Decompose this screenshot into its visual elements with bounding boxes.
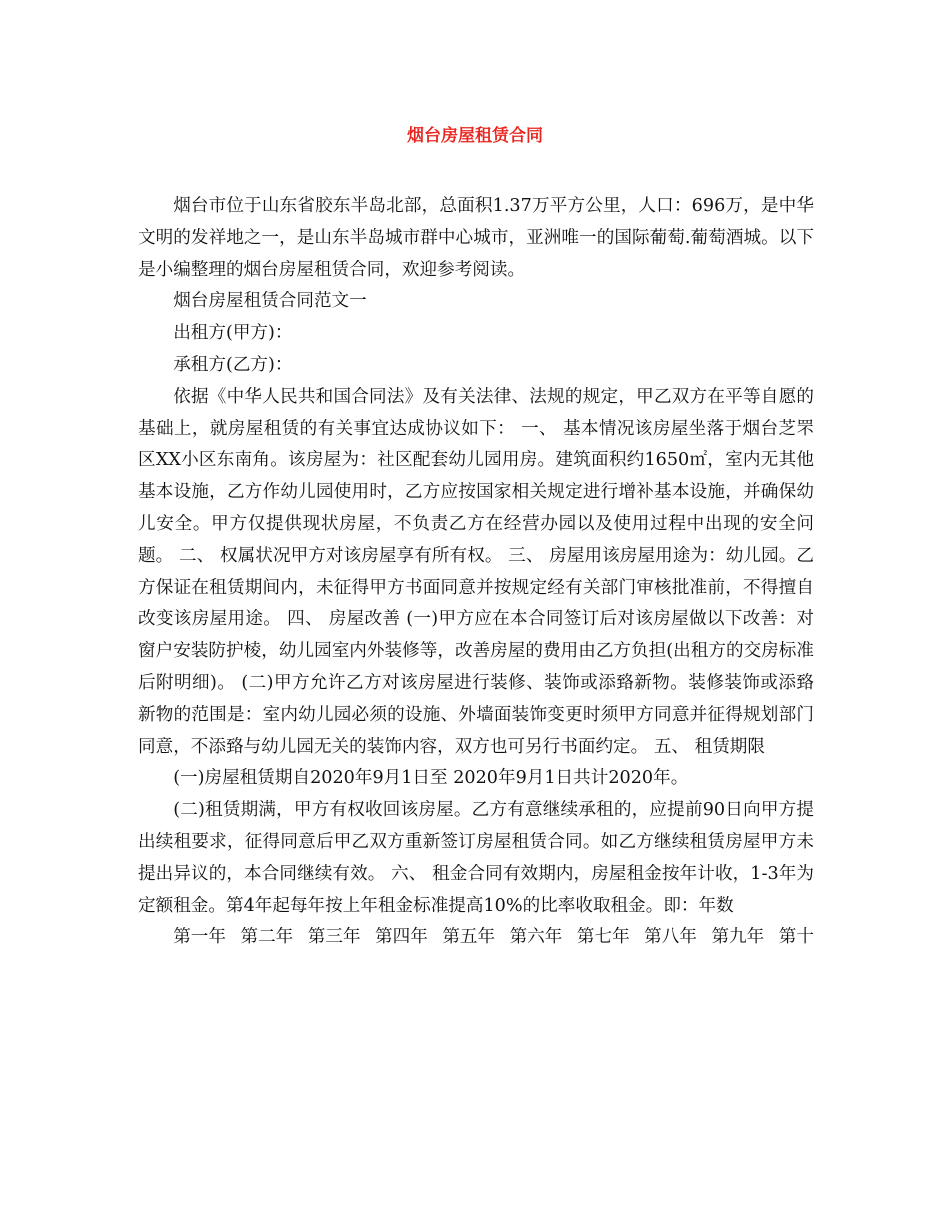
lessee-line: 承租方(乙方)： <box>173 354 293 375</box>
year-label: 第一年 <box>173 927 226 948</box>
sample-heading: 烟台房屋租赁合同范文一 <box>173 291 367 312</box>
intro-paragraph: 烟台市位于山东省胶东半岛北部，总面积1.37万平方公里，人口：696万，是中华文明的发祥地之一，是山东半岛城市群中心城市，亚洲唯一的国际葡萄.葡萄酒城。以下是小编整理的烟台房屋租赁合同，欢迎参考阅读。 <box>138 196 814 280</box>
renewal-rent-paragraph: (二)租赁期满，甲方有权收回该房屋。乙方有意继续承租的，应提前90日向甲方提出续租要求，征得同意后甲乙双方重新签订房屋租赁合同。如乙方继续租赁房屋甲方未提出异议的，本合同继续有效。 六、 租金合同有效期内，房屋租金按年计收，1-3年为定额租金。第4年起每年按上年租金标准提高10%的比率收取租金。即：年数 <box>138 800 814 916</box>
document-title: 烟台房屋租赁合同 <box>407 126 543 146</box>
year-label: 第九年 <box>711 927 765 948</box>
years-row <box>138 922 814 954</box>
year-label: 第八年 <box>644 927 697 948</box>
terms-paragraph: 依据《中华人民共和国合同法》及有关法律、法规的规定，甲乙双方在平等自愿的基础上，就房屋租赁的有关事宜达成协议如下： 一、 基本情况该房屋坐落于烟台芝罘区XX小区东南角。该房屋为：社区配套幼儿园用房。建筑面积约1650㎡，室内无其他基本设施，乙方作幼儿园使用时，乙方应按国家相关规定进行增补基本设施，并确保幼儿安全。甲方仅提供现状房屋，不负责乙方在经营办园以及使用过程中出现的安全问题。 二、 权属状况甲方对该房屋享有所有权。 三、 房屋用该房屋用途为：幼儿园。乙方保证在租赁期间内，未征得甲方书面同意并按规定经有关部门审核批准前，不得擅自改变该房屋用途。 四、 房屋改善 (一)甲方应在本合同签订后对该房屋做以下改善：对窗户安装防护棱，幼儿园室内外装修等，改善房屋的费用由乙方负担(出租方的交房标准后附明细)。 (二)甲方允许乙方对该房屋进行装修、装饰或添臵新物。装修装饰或添臵新物的范围是：室内幼儿园必须的设施、外墙面装饰变更时须甲方同意并征得规划部门同意，不添臵与幼儿园无关的装饰内容，双方也可另行书面约定。 五、 租赁期限 <box>138 386 814 757</box>
year-label: 第四年 <box>375 927 428 948</box>
lease-term-paragraph: (一)房屋租赁期自2020年9月1日至 2020年9月1日共计2020年。 <box>173 768 689 789</box>
document-body <box>138 191 814 954</box>
year-label: 第三年 <box>307 927 361 948</box>
year-label: 第十 <box>778 927 814 948</box>
lessor-line: 出租方(甲方)： <box>173 323 293 344</box>
year-label: 第二年 <box>240 927 294 948</box>
year-label: 第六年 <box>509 927 563 948</box>
year-label: 第七年 <box>576 927 630 948</box>
year-label: 第五年 <box>442 927 496 948</box>
